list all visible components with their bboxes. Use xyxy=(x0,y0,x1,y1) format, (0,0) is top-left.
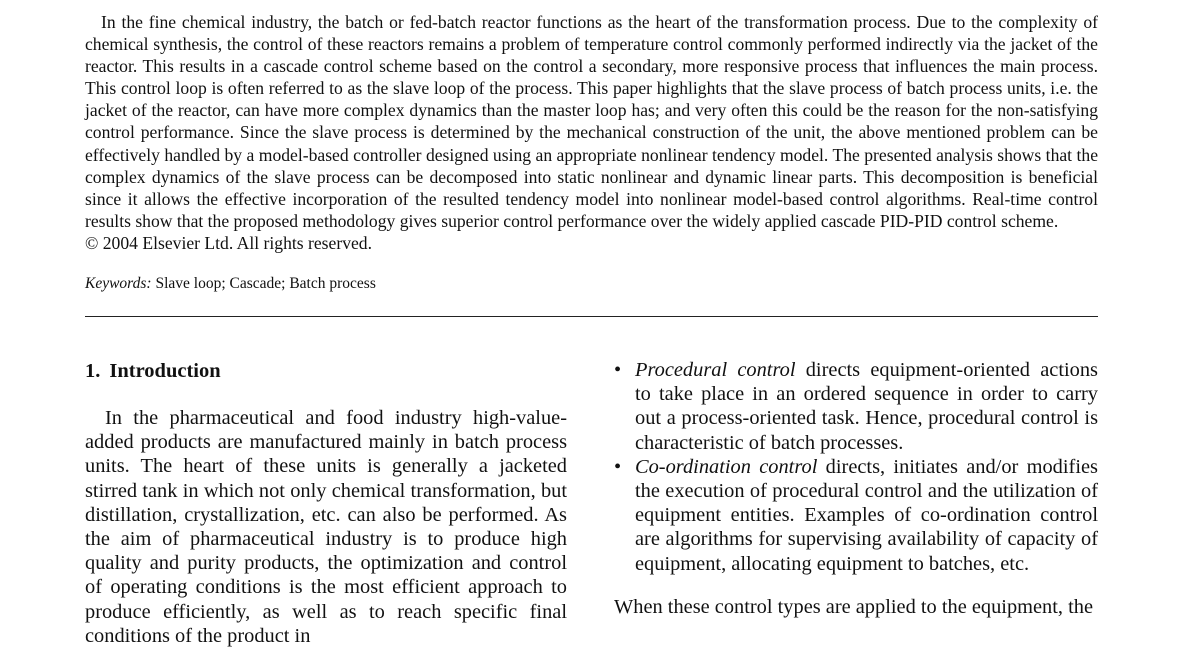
keywords xyxy=(85,274,376,294)
bullet-text: directs equipment-oriented actions to take place in an ordered sequence in order to carry out a process-oriented task. Hence, procedural control is characteristic of batch processes. xyxy=(635,359,1098,454)
keywords-value: Slave loop; Cascade; Batch process xyxy=(155,275,376,292)
list-item xyxy=(614,358,1098,455)
section-heading xyxy=(85,358,221,384)
right-column xyxy=(614,358,1098,619)
section-number: 1. xyxy=(85,360,101,382)
control-types-list xyxy=(614,358,1098,576)
bullet-icon: • xyxy=(614,359,622,381)
bullet-text: directs, initiates and/or modifies the execution of procedural control and the utilization of equipment entities. Examples of co-ordination control are algorithms for supervising availability of capacity of equipment, allocating equipment to batches, etc. xyxy=(635,455,1098,575)
copyright-notice: © 2004 Elsevier Ltd. All rights reserved. xyxy=(85,233,372,253)
list-item xyxy=(614,455,1098,576)
intro-paragraph: In the pharmaceutical and food industry high-value-added products are manufactured mainly in batch process units. The heart of these units is generally a jacketed stirred tank in which not only chemical transformation, but distillation, crystallization, etc. can also be performed. As the aim of pharmaceutical industry is to produce high quality and purity products, the optimization and control of operating conditions is the most efficient approach to produce efficiently, as well as to reach specific final conditions of the product in xyxy=(85,407,567,647)
bullet-term: Co-ordination control xyxy=(635,455,818,478)
bullet-term: Procedural control xyxy=(635,359,796,381)
section-divider xyxy=(85,316,1098,317)
abstract-text: In the fine chemical industry, the batch or fed-batch reactor functions as the heart of the transformation process. Due to the complexity of chemical synthesis, the control of these reactors remains a problem of temperature control commonly performed indirectly via the jacket of the reactor. This results in a cascade control scheme based on the control a secondary, more responsive process that influences the main process. This control loop is often referred to as the slave loop of the process. This paper highlights that the slave process of batch process units, i.e. the jacket of the reactor, can have more complex dynamics than the master loop has; and very often this could be the reason for the non-satisfying control performance. Since the slave process is determined by the mechanical construction of the unit, the above mentioned problem can be effectively handled by a model-based controller designed using an appropriate nonlinear tendency model. The presented analysis shows that the complex dynamics of the slave process can be decomposed into static nonlinear and dynamic linear parts. This decomposition is beneficial since it allows the effective incorporation of the resulted tendency model into nonlinear model-based control algorithms. Real-time control results show that the proposed methodology gives superior control performance over the widely applied cascade PID-PID control scheme. xyxy=(85,12,1098,231)
keywords-label: Keywords: xyxy=(85,275,152,292)
bullet-icon: • xyxy=(614,455,622,478)
section-title: Introduction xyxy=(109,360,221,382)
continuation-paragraph: When these control types are applied to the equipment, the xyxy=(614,595,1094,618)
